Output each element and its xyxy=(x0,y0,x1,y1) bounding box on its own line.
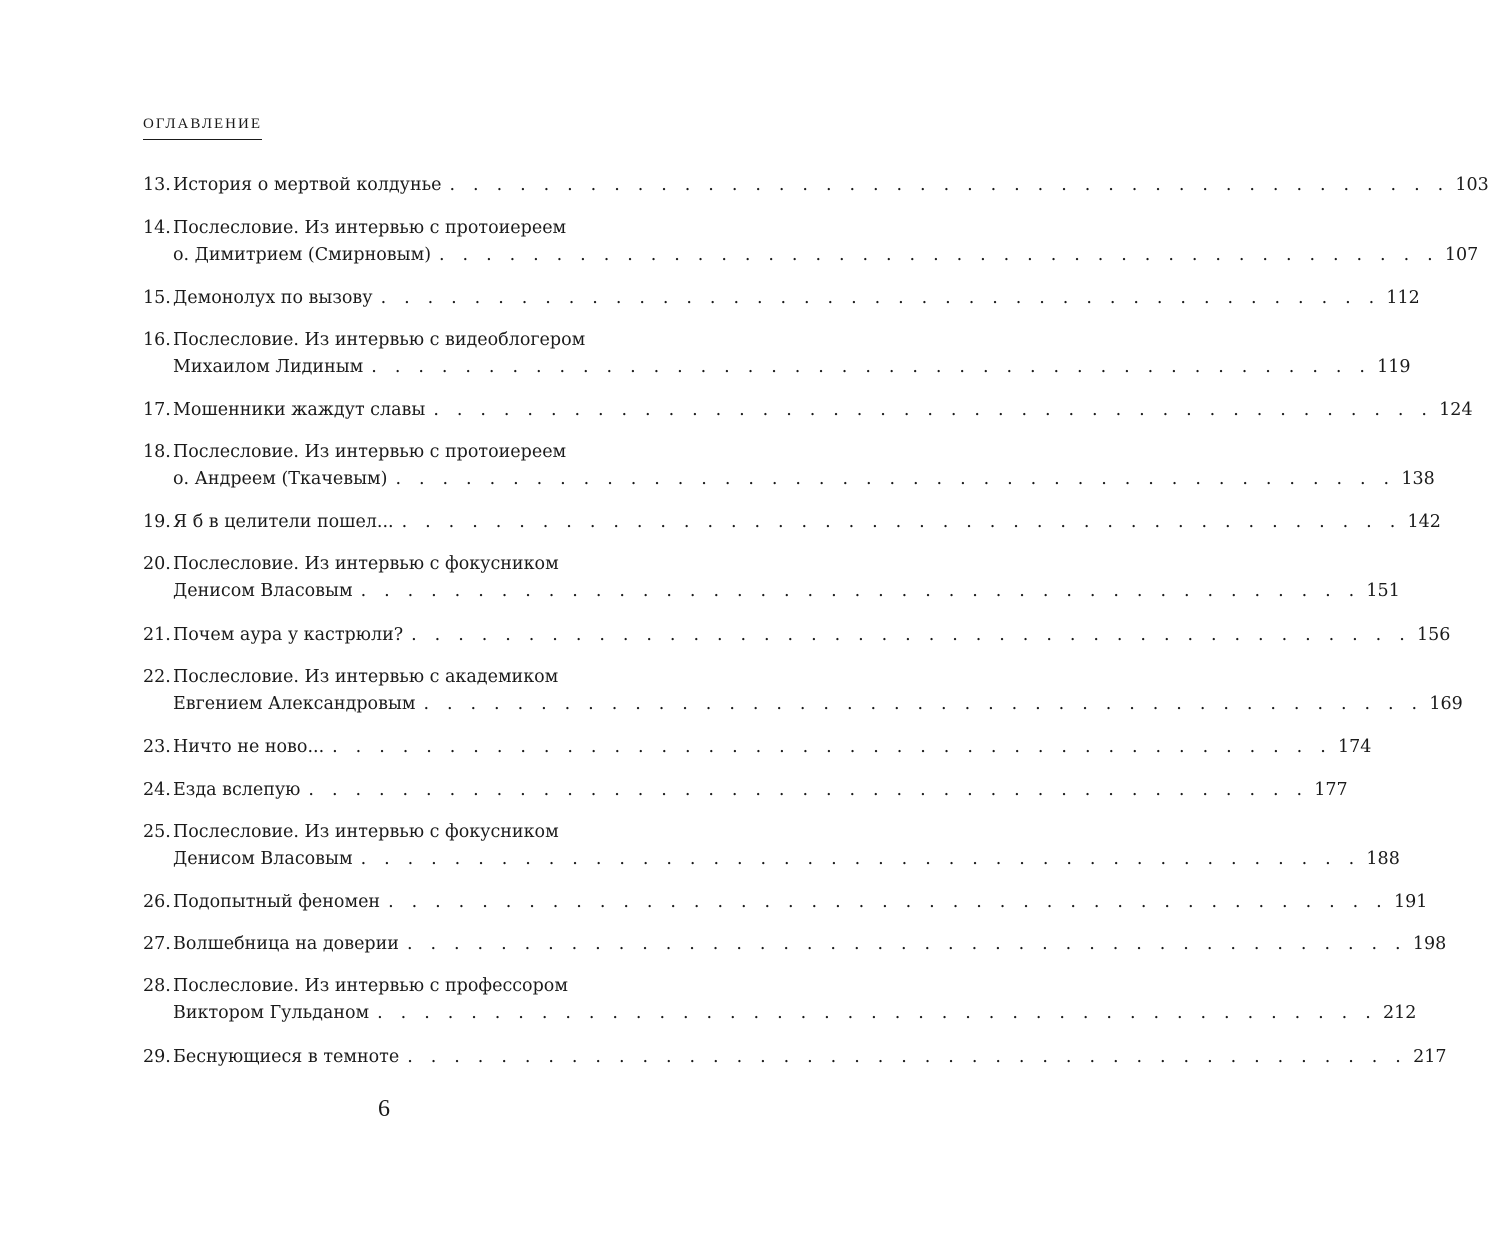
toc-entry-page: 169 xyxy=(1429,694,1463,714)
toc-entry-number: 24. xyxy=(143,780,171,800)
toc-entry-number: 17. xyxy=(143,400,171,420)
toc-entry-page: 156 xyxy=(1416,625,1451,645)
toc-entry-number: 20. xyxy=(143,554,171,574)
toc-dot-leader: . . . . . . . . . . . . . . . . . . . . . . . . . . . . . . . . . . . . . . . . . . . xyxy=(332,737,1332,757)
toc-dot-leader: . . . . . . . . . . . . . . . . . . . . . . . . . . . . . . . . . . . . . . . . . . . xyxy=(308,780,1309,800)
toc-dot-leader: . . . . . . . . . . . . . . . . . . . . . . . . . . . . . . . . . . . . . . . . . . . xyxy=(433,400,1434,420)
toc-entry-number: 16. xyxy=(143,330,171,350)
toc-entry-page: 107 xyxy=(1444,245,1479,265)
toc-entry-title: Волшебница на доверии xyxy=(173,934,399,954)
toc-entry-number: 21. xyxy=(143,625,171,645)
toc-entry-number: 18. xyxy=(143,442,171,462)
toc-entry-title: о. Димитрием (Смирновым) xyxy=(173,245,432,265)
toc-dot-leader: . . . . . . . . . . . . . . . . . . . . . . . . . . . . . . . . . . . . . . . . . . . xyxy=(360,849,1361,869)
toc-dot-leader: . . . . . . . . . . . . . . . . . . . . . . . . . . . . . . . . . . . . . . . . . . . xyxy=(401,512,1402,532)
toc-entry-page: 191 xyxy=(1393,892,1428,912)
toc-entry-number: 22. xyxy=(143,667,171,687)
page-number: 6 xyxy=(378,1096,390,1122)
toc-dot-leader: . . . . . . . . . . . . . . . . . . . . . . . . . . . . . . . . . . . . . . . . . . . xyxy=(360,581,1361,601)
toc-entry-number: 29. xyxy=(143,1047,171,1067)
toc-entry-page: 142 xyxy=(1407,512,1441,532)
toc-entry-title: Послесловие. Из интервью с фокусником xyxy=(173,822,559,842)
toc-entry-title: Послесловие. Из интервью с протоиереем xyxy=(173,218,567,238)
toc-dot-leader: . . . . . . . . . . . . . . . . . . . . . . . . . . . . . . . . . . . . . . . . . . . xyxy=(371,357,1372,377)
toc-entry-title: Послесловие. Из интервью с профессором xyxy=(173,976,568,996)
toc-entry-page: 119 xyxy=(1377,357,1411,377)
toc-dot-leader: . . . . . . . . . . . . . . . . . . . . . . . . . . . . . . . . . . . . . . . . . . . xyxy=(439,245,1439,265)
toc-entry-title: Подопытный феномен xyxy=(173,892,381,912)
toc-entry-title: Михаилом Лидиным xyxy=(173,357,364,377)
toc-entry-title: Езда вслепую xyxy=(173,780,301,800)
toc-dot-leader: . . . . . . . . . . . . . . . . . . . . . . . . . . . . . . . . . . . . . . . . . . . xyxy=(388,892,1388,912)
toc-entry-title: Почем аура у кастрюли? xyxy=(173,625,404,645)
toc-entry-title: Денисом Власовым xyxy=(173,849,353,869)
toc-entry-title: История о мертвой колдунье xyxy=(173,175,442,195)
toc-entry-number: 27. xyxy=(143,934,171,954)
toc-entry-title: Беснующиеся в темноте xyxy=(173,1047,400,1067)
toc-entry-number: 15. xyxy=(143,288,171,308)
toc-entry-page: 103 xyxy=(1455,175,1489,195)
toc-entry-page: 217 xyxy=(1413,1047,1447,1067)
toc-entry-title: Мошенники жаждут славы xyxy=(173,400,426,420)
toc-dot-leader: . . . . . . . . . . . . . . . . . . . . . . . . . . . . . . . . . . . . . . . . . . . xyxy=(411,625,1411,645)
toc-entry-page: 151 xyxy=(1366,581,1400,601)
toc-entry-number: 13. xyxy=(143,175,171,195)
toc-entry-title: Денисом Власовым xyxy=(173,581,353,601)
toc-entry-title: Послесловие. Из интервью с академиком xyxy=(173,667,559,687)
toc-entry-page: 198 xyxy=(1412,934,1447,954)
toc-dot-leader: . . . . . . . . . . . . . . . . . . . . . . . . . . . . . . . . . . . . . . . . . . . xyxy=(380,288,1381,308)
toc-entry-title: Послесловие. Из интервью с видеоблогером xyxy=(173,330,586,350)
toc-entry-title: Евгением Александровым xyxy=(173,694,416,714)
toc-dot-leader: . . . . . . . . . . . . . . . . . . . . . . . . . . . . . . . . . . . . . . . . . . . xyxy=(423,694,1424,714)
toc-entry-number: 28. xyxy=(143,976,171,996)
toc-entry-title: Демонолух по вызову xyxy=(173,288,373,308)
toc-entry-page: 112 xyxy=(1386,288,1420,308)
toc-entry-number: 23. xyxy=(143,737,171,757)
toc-entry-page: 212 xyxy=(1382,1003,1417,1023)
toc-entry-title: Виктором Гульданом xyxy=(173,1003,370,1023)
toc-entry-title: о. Андреем (Ткачевым) xyxy=(173,469,388,489)
toc-entry-page: 138 xyxy=(1401,469,1435,489)
toc-entry-number: 14. xyxy=(143,218,171,238)
toc-entry-page: 174 xyxy=(1337,737,1372,757)
toc-entry-page: 124 xyxy=(1439,400,1473,420)
toc-dot-leader: . . . . . . . . . . . . . . . . . . . . . . . . . . . . . . . . . . . . . . . . . . . xyxy=(407,1047,1408,1067)
toc-dot-leader: . . . . . . . . . . . . . . . . . . . . . . . . . . . . . . . . . . . . . . . . . . . xyxy=(395,469,1396,489)
toc-dot-leader: . . . . . . . . . . . . . . . . . . . . . . . . . . . . . . . . . . . . . . . . . . . xyxy=(377,1003,1377,1023)
toc-entry-title: Я б в целители пошел... xyxy=(173,512,394,532)
toc-entry-title: Ничто не ново... xyxy=(173,737,325,757)
toc-entry-number: 19. xyxy=(143,512,171,532)
toc-dot-leader: . . . . . . . . . . . . . . . . . . . . . . . . . . . . . . . . . . . . . . . . . . . xyxy=(406,934,1407,954)
toc-entry-number: 25. xyxy=(143,822,171,842)
toc-entry-page: 188 xyxy=(1366,849,1400,869)
toc-entry-title: Послесловие. Из интервью с протоиереем xyxy=(173,442,567,462)
toc-entry-page: 177 xyxy=(1314,780,1348,800)
toc-entry-number: 26. xyxy=(143,892,171,912)
toc-dot-leader: . . . . . . . . . . . . . . . . . . . . . . . . . . . . . . . . . . . . . . . . . . . xyxy=(449,175,1450,195)
toc-entry-title: Послесловие. Из интервью с фокусником xyxy=(173,554,559,574)
toc-heading: оглавление xyxy=(143,109,262,140)
